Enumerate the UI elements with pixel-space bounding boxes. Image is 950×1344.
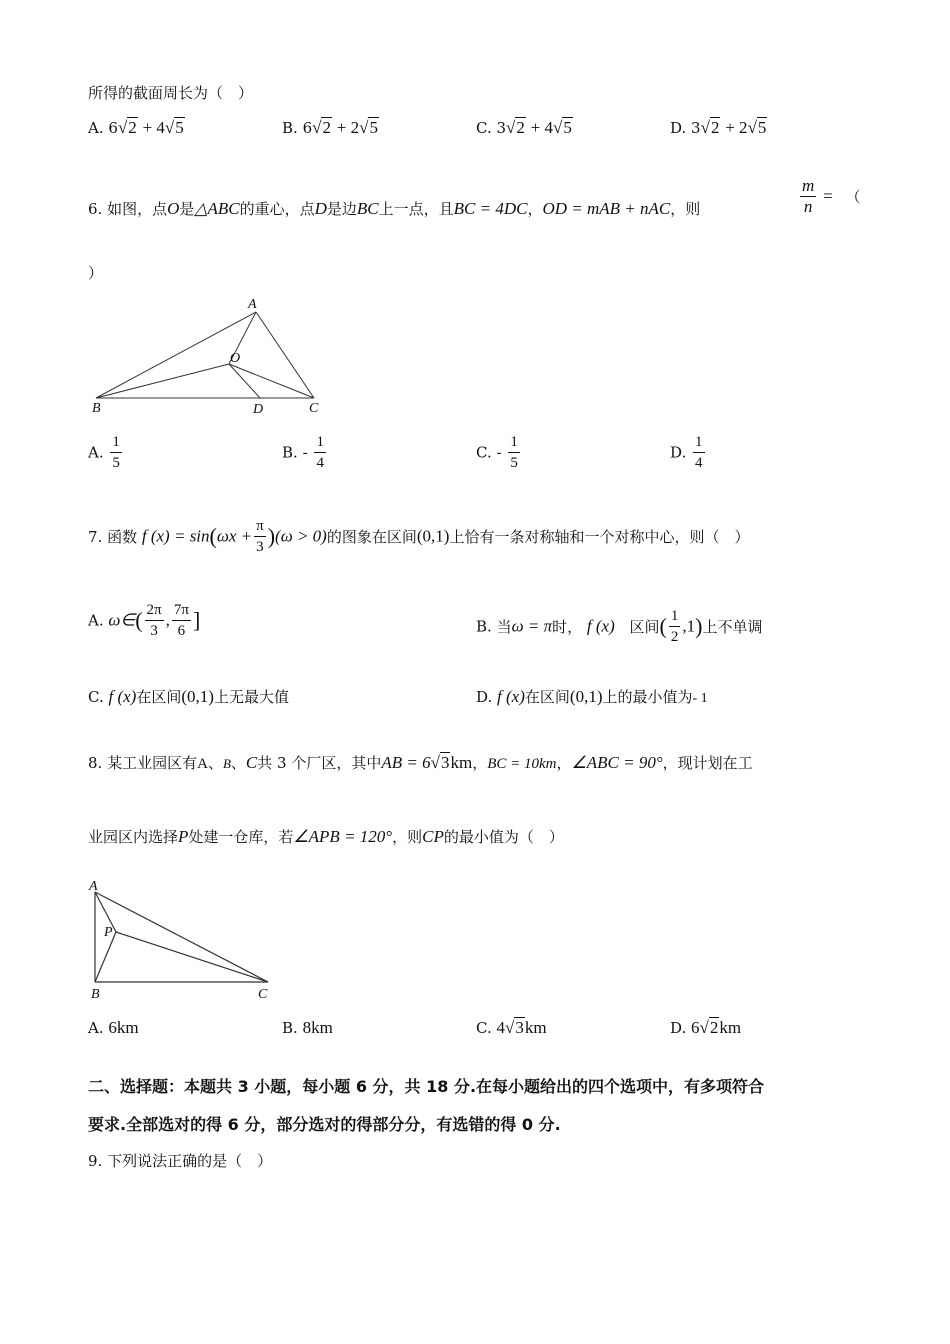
q7-option-c: C. f (x)在区间(0,1)上无最大值 (88, 687, 289, 706)
q6-close-paren: ） (88, 264, 104, 282)
q8-stem-line1: 8. 某工业园区有A、B、C共 3 个厂区，其中AB = 6√3km，BC = 10km，∠ABC = 90°，现计划在工 (88, 753, 753, 772)
q8-stem-line2: 业园区内选择P处建一仓库，若∠APB = 120°，则CP的最小值为（ ） (88, 827, 564, 846)
section2-heading-line2: 要求.全部选对的得 6 分，部分选对的得部分分，有选错的得 0 分. (88, 1115, 561, 1134)
q6-segment-ac (256, 312, 314, 398)
q8-option-b: B. 8km (282, 1018, 333, 1037)
q8-label-p: P (104, 925, 113, 940)
q7-option-a: A. ω∈( $\frac{2\pi}{3}$ , $\frac{7\pi}{6}$ ] (88, 602, 201, 639)
q6-segment-od (229, 364, 260, 398)
q8-option-a: A. 6km (88, 1018, 139, 1037)
q6-stem: 6. 如图，点O是△ABC的重心，点D是边BC上一点，且BC = 4DC，OD = mAB + nAC，则 (88, 199, 701, 218)
q8-triangle-figure (86, 874, 282, 1004)
q7-stem: 7. 函数 f (x) = sin(ωx + $\frac{\pi}{3}$ )(ω > 0)的图象在区间(0,1)上恰有一条对称轴和一个对称中心，则（ ） (88, 518, 750, 555)
q6-label-d: D (253, 402, 264, 417)
q7-option-b: B. 当ω = π时， f (x) 区间( $\frac{1}{2}$ ,1)上不单调 (476, 608, 763, 645)
q6-label-b: B (92, 401, 101, 416)
q9-stem: 9. 下列说法正确的是（ ） (88, 1152, 273, 1170)
q6-segment-bo (96, 364, 229, 398)
q8-label-a: A (89, 879, 98, 894)
q6-option-d: D. $\frac{1}{4}$ (670, 434, 703, 471)
q6-m-over-n: $\frac{m}{n}$ = （ (802, 176, 861, 216)
q5-tail: 所得的截面周长为（ ） (88, 84, 254, 102)
q8-option-d: D. 6√2km (670, 1018, 742, 1037)
q8-segment-ac (95, 892, 268, 982)
q7-option-d: D. f (x)在区间(0,1)上的最小值为- 1 (476, 687, 708, 706)
q5-option-b: B. 6√2 + 2√5 (282, 118, 378, 137)
q6-label-a: A (248, 297, 257, 312)
q6-triangle-figure (86, 292, 336, 418)
q8-segment-pc (116, 932, 268, 982)
q6-label-c: C (309, 401, 319, 416)
q8-label-c: C (258, 987, 268, 1002)
section2-heading-line1: 二、选择题：本题共 3 小题，每小题 6 分，共 18 分.在每小题给出的四个选项中，有多项符合 (88, 1077, 765, 1096)
q8-option-c: C. 4√3km (476, 1018, 547, 1037)
q6-segment-oc (229, 364, 314, 398)
q6-label-o: O (230, 351, 241, 366)
q8-label-b: B (91, 987, 100, 1002)
q6-option-a: A. $\frac{1}{5}$ (88, 434, 120, 471)
q6-option-c: C. - $\frac{1}{5}$ (476, 434, 518, 471)
q5-option-c: C. 3√2 + 4√5 (476, 118, 572, 137)
q6-option-b: B. - $\frac{1}{4}$ (282, 434, 324, 471)
q5-option-a: A. 6√2 + 4√5 (88, 118, 184, 137)
q5-option-d: D. 3√2 + 2√5 (670, 118, 767, 137)
